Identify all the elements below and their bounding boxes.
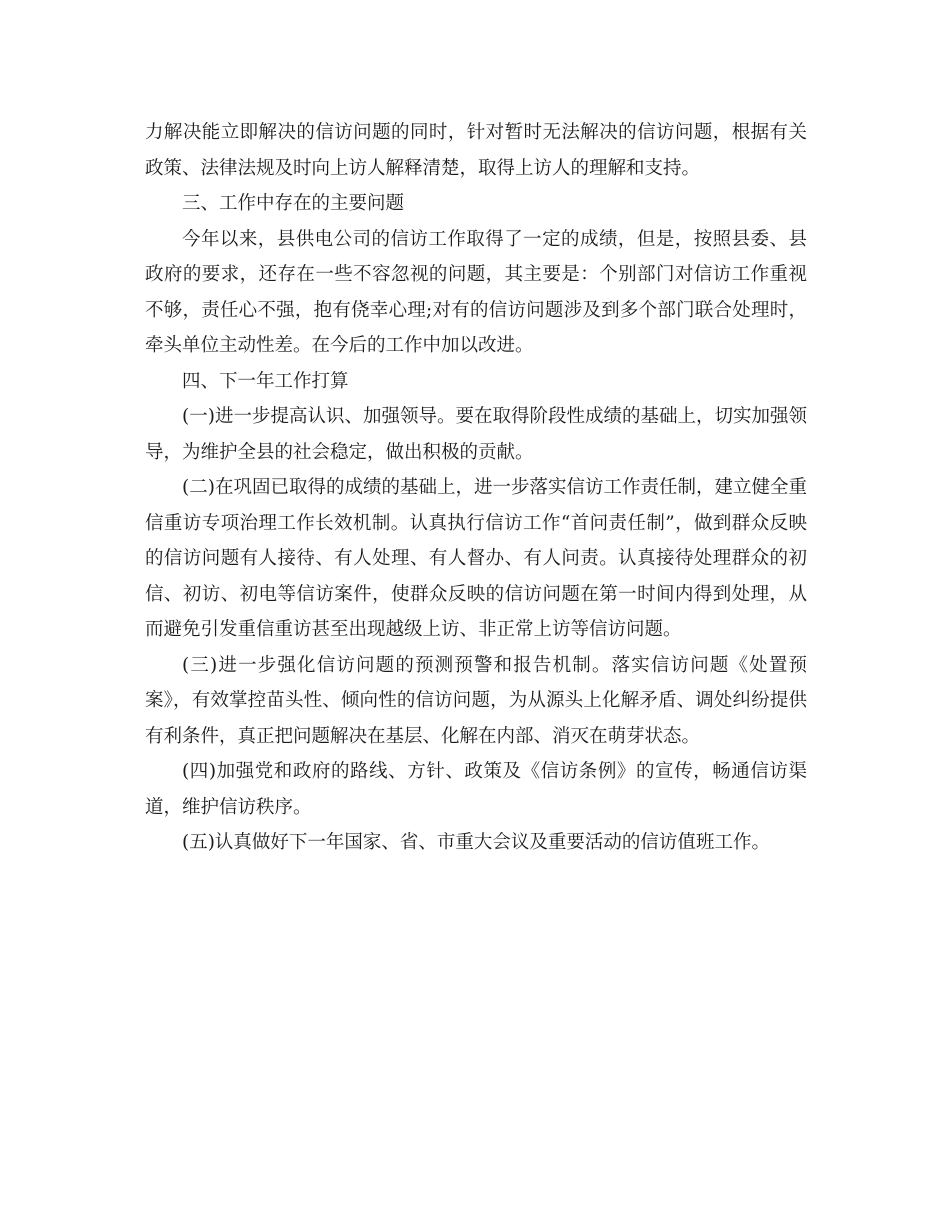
- plan-item-3: (三)进一步强化信访问题的预测预警和报告机制。落实信访问题《处置预案》，有效掌控苗头性、倾向性的信访问题，为从源头上化解矛盾、调处纠纷提供有利条件，真正把问题解决在基层、化解在内部、消灭在萌芽状态。: [145, 654, 807, 747]
- document-body: [145, 115, 807, 861]
- paragraph-problems: 今年以来，县供电公司的信访工作取得了一定的成绩，但是，按照县委、县政府的要求，还存在一些不容忽视的问题，其主要是：个别部门对信访工作重视不够，责任心不强，抱有侥幸心理;对有的信访问题涉及到多个部门联合处理时，牵头单位主动性差。在今后的工作中加以改进。: [145, 228, 807, 356]
- section-heading-next-year-plan: 四、下一年工作打算: [182, 370, 349, 392]
- plan-item-5: (五)认真做好下一年国家、省、市重大会议及重要活动的信访值班工作。: [182, 832, 770, 853]
- plan-item-2: (二)在巩固已取得的成绩的基础上，进一步落实信访工作责任制，建立健全重信重访专项治理工作长效机制。认真执行信访工作“首问责任制”，做到群众反映的信访问题有人接待、有人处理、有人督办、有人问责。认真接待处理群众的初信、初访、初电等信访案件，使群众反映的信访问题在第一时间内得到处理，从而避免引发重信重访甚至出现越级上访、非正常上访等信访问题。: [145, 477, 807, 640]
- section-heading-main-problems: 三、工作中存在的主要问题: [182, 193, 405, 214]
- plan-item-1: (一)进一步提高认识、加强领导。要在取得阶段性成绩的基础上，切实加强领导，为维护全县的社会稳定，做出积极的贡献。: [145, 406, 807, 463]
- plan-item-4: (四)加强党和政府的路线、方针、政策及《信访条例》的宣传，畅通信访渠道，维护信访秩序。: [145, 761, 807, 818]
- paragraph-continuation: 力解决能立即解决的信访问题的同时，针对暂时无法解决的信访问题，根据有关政策、法律法规及时向上访人解释清楚，取得上访人的理解和支持。: [145, 122, 807, 179]
